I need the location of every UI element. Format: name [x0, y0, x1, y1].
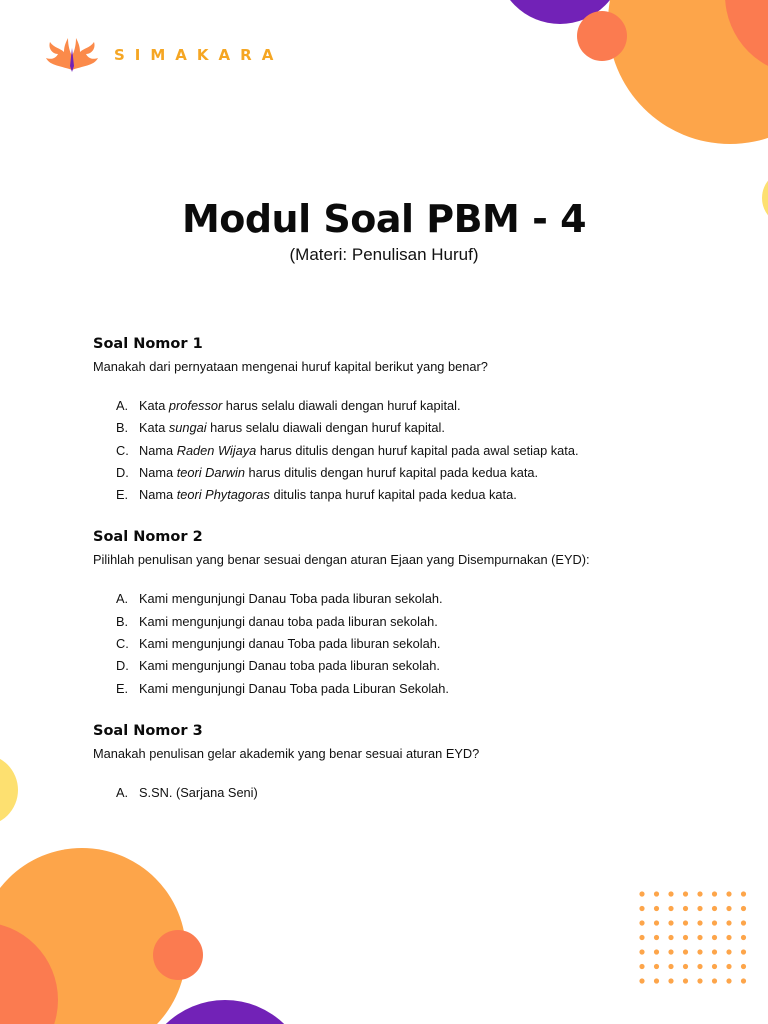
decor-dot: [741, 949, 746, 954]
decor-dot: [668, 935, 673, 940]
decor-dot: [712, 906, 717, 911]
answer-option: [93, 420, 713, 442]
option-letter: B.: [116, 420, 129, 436]
decor-dot: [741, 906, 746, 911]
answer-options: [93, 591, 713, 702]
option-letter: E.: [116, 680, 129, 696]
decor-dot: [741, 920, 746, 925]
decor-dot: [654, 964, 659, 969]
decor-dot: [683, 935, 688, 940]
option-italic: teori Phytagoras: [176, 487, 270, 503]
option-text: Nama: [139, 487, 177, 503]
option-text: Nama: [139, 442, 177, 458]
answer-option: [93, 614, 713, 636]
question-text: Manakah dari pernyataan mengenai huruf kapital berikut yang benar?: [93, 359, 488, 374]
option-letter: B.: [116, 613, 129, 629]
option-text-end: ditulis tanpa huruf kapital pada kedua kata.: [269, 487, 517, 503]
decor-dot: [639, 964, 644, 969]
decor-dot: [697, 906, 702, 911]
decor-dot: [683, 891, 688, 896]
option-italic: sungai: [168, 420, 207, 436]
brand-name: SIMAKARA: [114, 46, 284, 64]
question-text: Manakah penulisan gelar akademik yang benar sesuai aturan EYD?: [93, 745, 480, 761]
document-subtitle: (Materi: Penulisan Huruf): [289, 245, 479, 264]
option-text: Kami mengunjungi Danau toba pada liburan sekolah.: [139, 658, 440, 674]
option-text: Kami mengunjungi danau toba pada liburan sekolah.: [139, 613, 438, 629]
decor-dot: [639, 949, 644, 954]
decor-dot: [654, 978, 659, 983]
decor-dot: [654, 949, 659, 954]
decor-dot: [712, 891, 717, 896]
answer-option: [93, 465, 713, 487]
decor-dot: [741, 891, 746, 896]
decor-dot: [712, 935, 717, 940]
option-text: S.SN. (Sarjana Seni): [139, 784, 258, 800]
decor-dot: [668, 906, 673, 911]
answer-option: [93, 658, 713, 680]
decor-dot: [741, 964, 746, 969]
option-text: Kata: [139, 398, 169, 413]
question-1: [93, 336, 713, 509]
yellow-circle-left: [0, 754, 18, 826]
decor-dot: [639, 891, 644, 896]
decor-dot: [712, 964, 717, 969]
answer-option: [93, 636, 713, 658]
decor-dot: [654, 891, 659, 896]
option-italic: Raden Wijaya: [176, 442, 257, 458]
decor-dot: [726, 906, 731, 911]
decor-dot: [697, 949, 702, 954]
answer-option: [93, 398, 713, 420]
decor-dot: [726, 978, 731, 983]
option-letter: A.: [116, 784, 129, 800]
decor-dot: [639, 906, 644, 911]
dot-grid-decoration: [636, 888, 748, 988]
decor-dot: [726, 949, 731, 954]
answer-option: [93, 487, 713, 509]
option-italic: professor: [168, 398, 223, 413]
answer-option: [93, 681, 713, 703]
option-text: Kata: [139, 420, 169, 436]
decor-dot: [712, 920, 717, 925]
phoenix-logo-icon: [44, 36, 100, 74]
decor-dot: [639, 920, 644, 925]
decor-dot: [726, 891, 731, 896]
option-letter: A.: [116, 591, 129, 607]
answer-option: [93, 785, 713, 807]
decor-dot: [683, 978, 688, 983]
decor-dot: [741, 978, 746, 983]
option-text-end: harus ditulis dengan huruf kapital pada awal setiap kata.: [256, 442, 579, 458]
decor-dot: [683, 906, 688, 911]
decor-dot: [697, 920, 702, 925]
decor-dot: [654, 935, 659, 940]
question-heading: Soal Nomor 3: [93, 722, 203, 739]
decor-dot: [668, 978, 673, 983]
questions-container: [93, 336, 713, 827]
decor-dot: [639, 978, 644, 983]
decor-dot: [654, 906, 659, 911]
decor-dot: [697, 935, 702, 940]
answer-option: [93, 443, 713, 465]
option-text-end: harus ditulis dengan huruf kapital pada kedua kata.: [244, 464, 539, 480]
decor-dot: [668, 891, 673, 896]
question-heading: Soal Nomor 2: [93, 529, 203, 546]
decor-dot: [683, 920, 688, 925]
option-text: Kami mengunjungi Danau Toba pada liburan sekolah.: [139, 591, 443, 607]
decor-dot: [668, 964, 673, 969]
decor-dot: [697, 964, 702, 969]
decor-dot: [712, 978, 717, 983]
decor-dot: [726, 935, 731, 940]
option-text-end: harus selalu diawali dengan huruf kapital.: [206, 420, 445, 436]
answer-options: [93, 785, 713, 807]
option-letter: A.: [116, 398, 129, 413]
decor-dot: [668, 920, 673, 925]
decor-dot: [726, 920, 731, 925]
option-text-end: harus selalu diawali dengan huruf kapital.: [222, 398, 461, 413]
question-heading: Soal Nomor 1: [93, 336, 203, 352]
document-title: Modul Soal PBM - 4: [181, 197, 587, 242]
small-coral-circle-top: [577, 11, 627, 61]
answer-option: [93, 591, 713, 613]
decor-dot: [639, 935, 644, 940]
option-text: Kami mengunjungi Danau Toba pada Liburan Sekolah.: [139, 680, 449, 696]
decor-dot: [654, 920, 659, 925]
decor-dot: [697, 978, 702, 983]
option-letter: D.: [116, 464, 129, 480]
decor-dot: [668, 949, 673, 954]
small-coral-circle-bottom: [153, 930, 203, 980]
option-italic: teori Darwin: [176, 464, 245, 480]
option-text: Nama: [139, 464, 177, 480]
answer-options: [93, 398, 713, 509]
decor-dot: [697, 891, 702, 896]
decor-dot: [741, 935, 746, 940]
question-2: [93, 529, 713, 702]
option-text: Kami mengunjungi danau Toba pada liburan sekolah.: [139, 636, 441, 652]
question-3: [93, 723, 713, 807]
decor-dot: [683, 949, 688, 954]
brand-logo: [44, 36, 283, 74]
option-letter: C.: [116, 636, 129, 652]
option-letter: C.: [116, 442, 129, 458]
decor-dot: [683, 964, 688, 969]
option-letter: E.: [116, 487, 129, 503]
decor-dot: [726, 964, 731, 969]
question-text: Pilihlah penulisan yang benar sesuai dengan aturan Ejaan yang Disempurnakan (EYD):: [93, 552, 590, 568]
option-letter: D.: [116, 658, 129, 674]
decor-dot: [712, 949, 717, 954]
